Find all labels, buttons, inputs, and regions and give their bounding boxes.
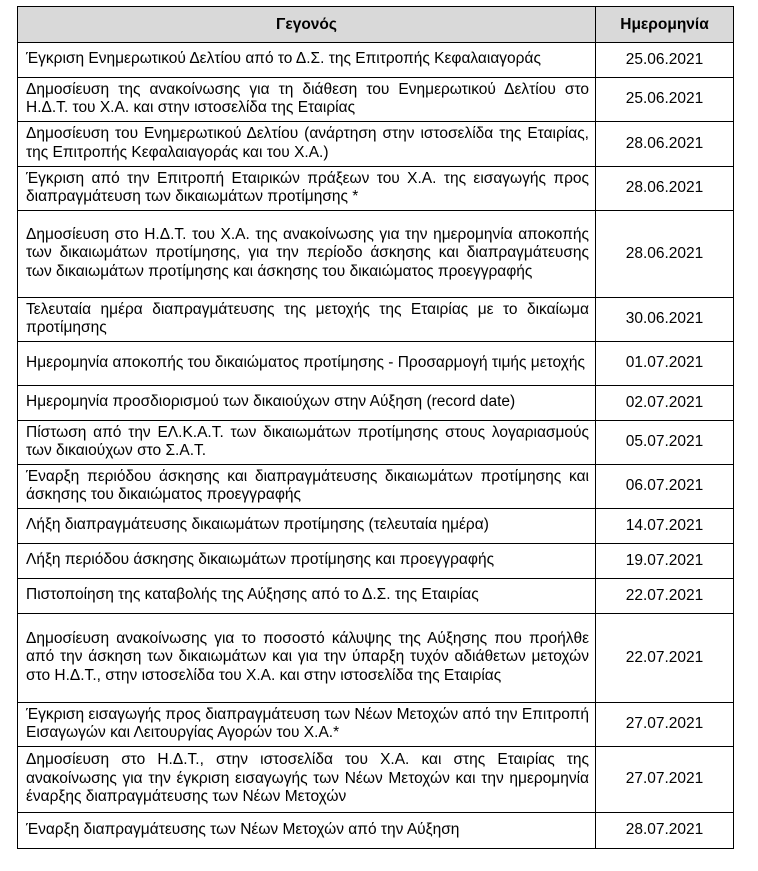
event-cell: Έγκριση εισαγωγής προς διαπραγμάτευση των Νέων Μετοχών από την Επιτροπή Εισαγωγών και Λειτουργίας Αγορών του Χ.Α.*	[18, 703, 596, 747]
date-cell: 01.07.2021	[596, 342, 734, 386]
header-row	[18, 7, 734, 43]
event-cell: Ημερομηνία προσδιορισμού των δικαιούχων στην Αύξηση (record date)	[18, 386, 596, 421]
event-cell: Δημοσίευση ανακοίνωσης για το ποσοστό κάλυψης της Αύξησης που προήλθε από την άσκηση των δικαιωμάτων και για την ύπαρξη τυχόν αδιάθετων μετοχών στο Η.Δ.Τ., στην ιστοσελίδα του Χ.Α. και στην ιστοσελίδα της Εταιρίας	[18, 614, 596, 703]
event-cell: Έναρξη περιόδου άσκησης και διαπραγμάτευσης δικαιωμάτων προτίμησης και άσκησης του δικαιώματος προεγγραφής	[18, 465, 596, 509]
event-cell: Τελευταία ημέρα διαπραγμάτευσης της μετοχής της Εταιρίας με το δικαίωμα προτίμησης	[18, 298, 596, 342]
table-row	[18, 703, 734, 747]
date-cell: 28.06.2021	[596, 167, 734, 211]
event-cell: Λήξη περιόδου άσκησης δικαιωμάτων προτίμησης και προεγγραφής	[18, 544, 596, 579]
date-cell: 28.07.2021	[596, 813, 734, 849]
date-cell: 27.07.2021	[596, 703, 734, 747]
table-row	[18, 579, 734, 614]
table-row	[18, 167, 734, 211]
date-cell: 30.06.2021	[596, 298, 734, 342]
event-cell: Έγκριση Ενημερωτικού Δελτίου από το Δ.Σ. της Επιτροπής Κεφαλαιαγοράς	[18, 43, 596, 78]
date-cell: 28.06.2021	[596, 122, 734, 167]
date-cell: 02.07.2021	[596, 386, 734, 421]
table-row	[18, 43, 734, 78]
date-cell: 27.07.2021	[596, 747, 734, 813]
table-row	[18, 614, 734, 703]
table-row	[18, 342, 734, 386]
event-cell: Δημοσίευση στο Η.Δ.Τ., στην ιστοσελίδα του Χ.Α. και στης Εταιρίας της ανακοίνωσης για την έγκριση εισαγωγής των Νέων Μετοχών και την ημερομηνία έναρξης διαπραγμάτευσης των Νέων Μετοχών	[18, 747, 596, 813]
date-cell: 19.07.2021	[596, 544, 734, 579]
table-row	[18, 78, 734, 122]
date-cell: 25.06.2021	[596, 43, 734, 78]
event-cell: Πιστοποίηση της καταβολής της Αύξησης από το Δ.Σ. της Εταιρίας	[18, 579, 596, 614]
table-row	[18, 386, 734, 421]
date-cell: 06.07.2021	[596, 465, 734, 509]
timetable	[17, 6, 734, 849]
date-cell: 14.07.2021	[596, 509, 734, 544]
date-cell: 22.07.2021	[596, 614, 734, 703]
table-row	[18, 298, 734, 342]
date-cell: 22.07.2021	[596, 579, 734, 614]
date-column-header: Ημερομηνία	[596, 7, 734, 43]
table-row	[18, 509, 734, 544]
event-cell: Έναρξη διαπραγμάτευσης των Νέων Μετοχών από την Αύξηση	[18, 813, 596, 849]
table-row	[18, 122, 734, 167]
table-row	[18, 465, 734, 509]
table-row	[18, 211, 734, 298]
event-cell: Δημοσίευση στο Η.Δ.Τ. του Χ.Α. της ανακοίνωσης για την ημερομηνία αποκοπής των δικαιωμάτων προτίμησης, για την περίοδο άσκησης και διαπραγμάτευσης των δικαιωμάτων προτίμησης και άσκησης του δικαιώματος προεγγραφής	[18, 211, 596, 298]
date-cell: 05.07.2021	[596, 421, 734, 465]
table-row	[18, 421, 734, 465]
table-row	[18, 544, 734, 579]
event-cell: Λήξη διαπραγμάτευσης δικαιωμάτων προτίμησης (τελευταία ημέρα)	[18, 509, 596, 544]
event-cell: Δημοσίευση του Ενημερωτικού Δελτίου (ανάρτηση στην ιστοσελίδα της Εταιρίας, της Επιτροπής Κεφαλαιαγοράς και του Χ.Α.)	[18, 122, 596, 167]
event-column-header: Γεγονός	[18, 7, 596, 43]
table-row	[18, 813, 734, 849]
event-cell: Ημερομηνία αποκοπής του δικαιώματος προτίμησης - Προσαρμογή τιμής μετοχής	[18, 342, 596, 386]
event-cell: Έγκριση από την Επιτροπή Εταιρικών πράξεων του Χ.Α. της εισαγωγής προς διαπραγμάτευση των δικαιωμάτων προτίμησης *	[18, 167, 596, 211]
event-cell: Πίστωση από την ΕΛ.Κ.Α.Τ. των δικαιωμάτων προτίμησης στους λογαριασμούς των δικαιούχων στο Σ.Α.Τ.	[18, 421, 596, 465]
event-cell: Δημοσίευση της ανακοίνωσης για τη διάθεση του Ενημερωτικού Δελτίου στο Η.Δ.Τ. του Χ.Α. και στην ιστοσελίδα της Εταιρίας	[18, 78, 596, 122]
table-row	[18, 747, 734, 813]
date-cell: 28.06.2021	[596, 211, 734, 298]
date-cell: 25.06.2021	[596, 78, 734, 122]
